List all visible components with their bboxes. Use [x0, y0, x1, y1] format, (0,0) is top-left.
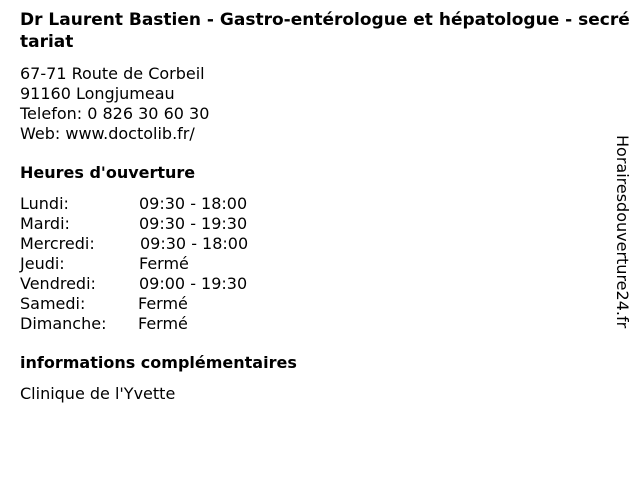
- time-value: 09:00 - 19:30: [139, 274, 248, 293]
- day-label: Dimanche:: [20, 314, 107, 333]
- opening-hours-table: [20, 194, 280, 334]
- page-title: Dr Laurent Bastien - Gastro-entérologue et hépatologue - secrétariat: [20, 10, 630, 52]
- hours-row-thursday: [20, 254, 280, 274]
- time-value: Fermé: [138, 314, 188, 333]
- time-value: Fermé: [138, 294, 188, 313]
- hours-row-tuesday: [20, 214, 280, 234]
- hours-row-monday: [20, 194, 280, 214]
- time-value: 09:30 - 18:00: [140, 234, 249, 253]
- additional-info-text: Clinique de l'Yvette: [20, 384, 176, 403]
- day-label: Mardi:: [20, 214, 70, 233]
- day-label: Vendredi:: [20, 274, 96, 293]
- address-city: 91160 Longjumeau: [20, 84, 175, 103]
- opening-hours-heading: Heures d'ouverture: [20, 163, 196, 182]
- time-value: 09:30 - 19:30: [139, 214, 248, 233]
- day-label: Samedi:: [20, 294, 86, 313]
- additional-info-heading: informations complémentaires: [20, 353, 297, 372]
- day-label: Mercredi:: [20, 234, 95, 253]
- hours-row-wednesday: [20, 234, 280, 254]
- hours-row-sunday: [20, 314, 280, 334]
- phone-number: Telefon: 0 826 30 60 30: [20, 104, 210, 123]
- day-label: Jeudi:: [20, 254, 65, 273]
- time-value: Fermé: [139, 254, 189, 273]
- address-street: 67-71 Route de Corbeil: [20, 64, 205, 83]
- time-value: 09:30 - 18:00: [139, 194, 248, 213]
- day-label: Lundi:: [20, 194, 69, 213]
- site-watermark: Horairesdouverture24.fr: [613, 135, 632, 329]
- website: Web: www.doctolib.fr/: [20, 124, 195, 143]
- hours-row-friday: [20, 274, 280, 294]
- hours-row-saturday: [20, 294, 280, 314]
- contact-block: [20, 64, 209, 144]
